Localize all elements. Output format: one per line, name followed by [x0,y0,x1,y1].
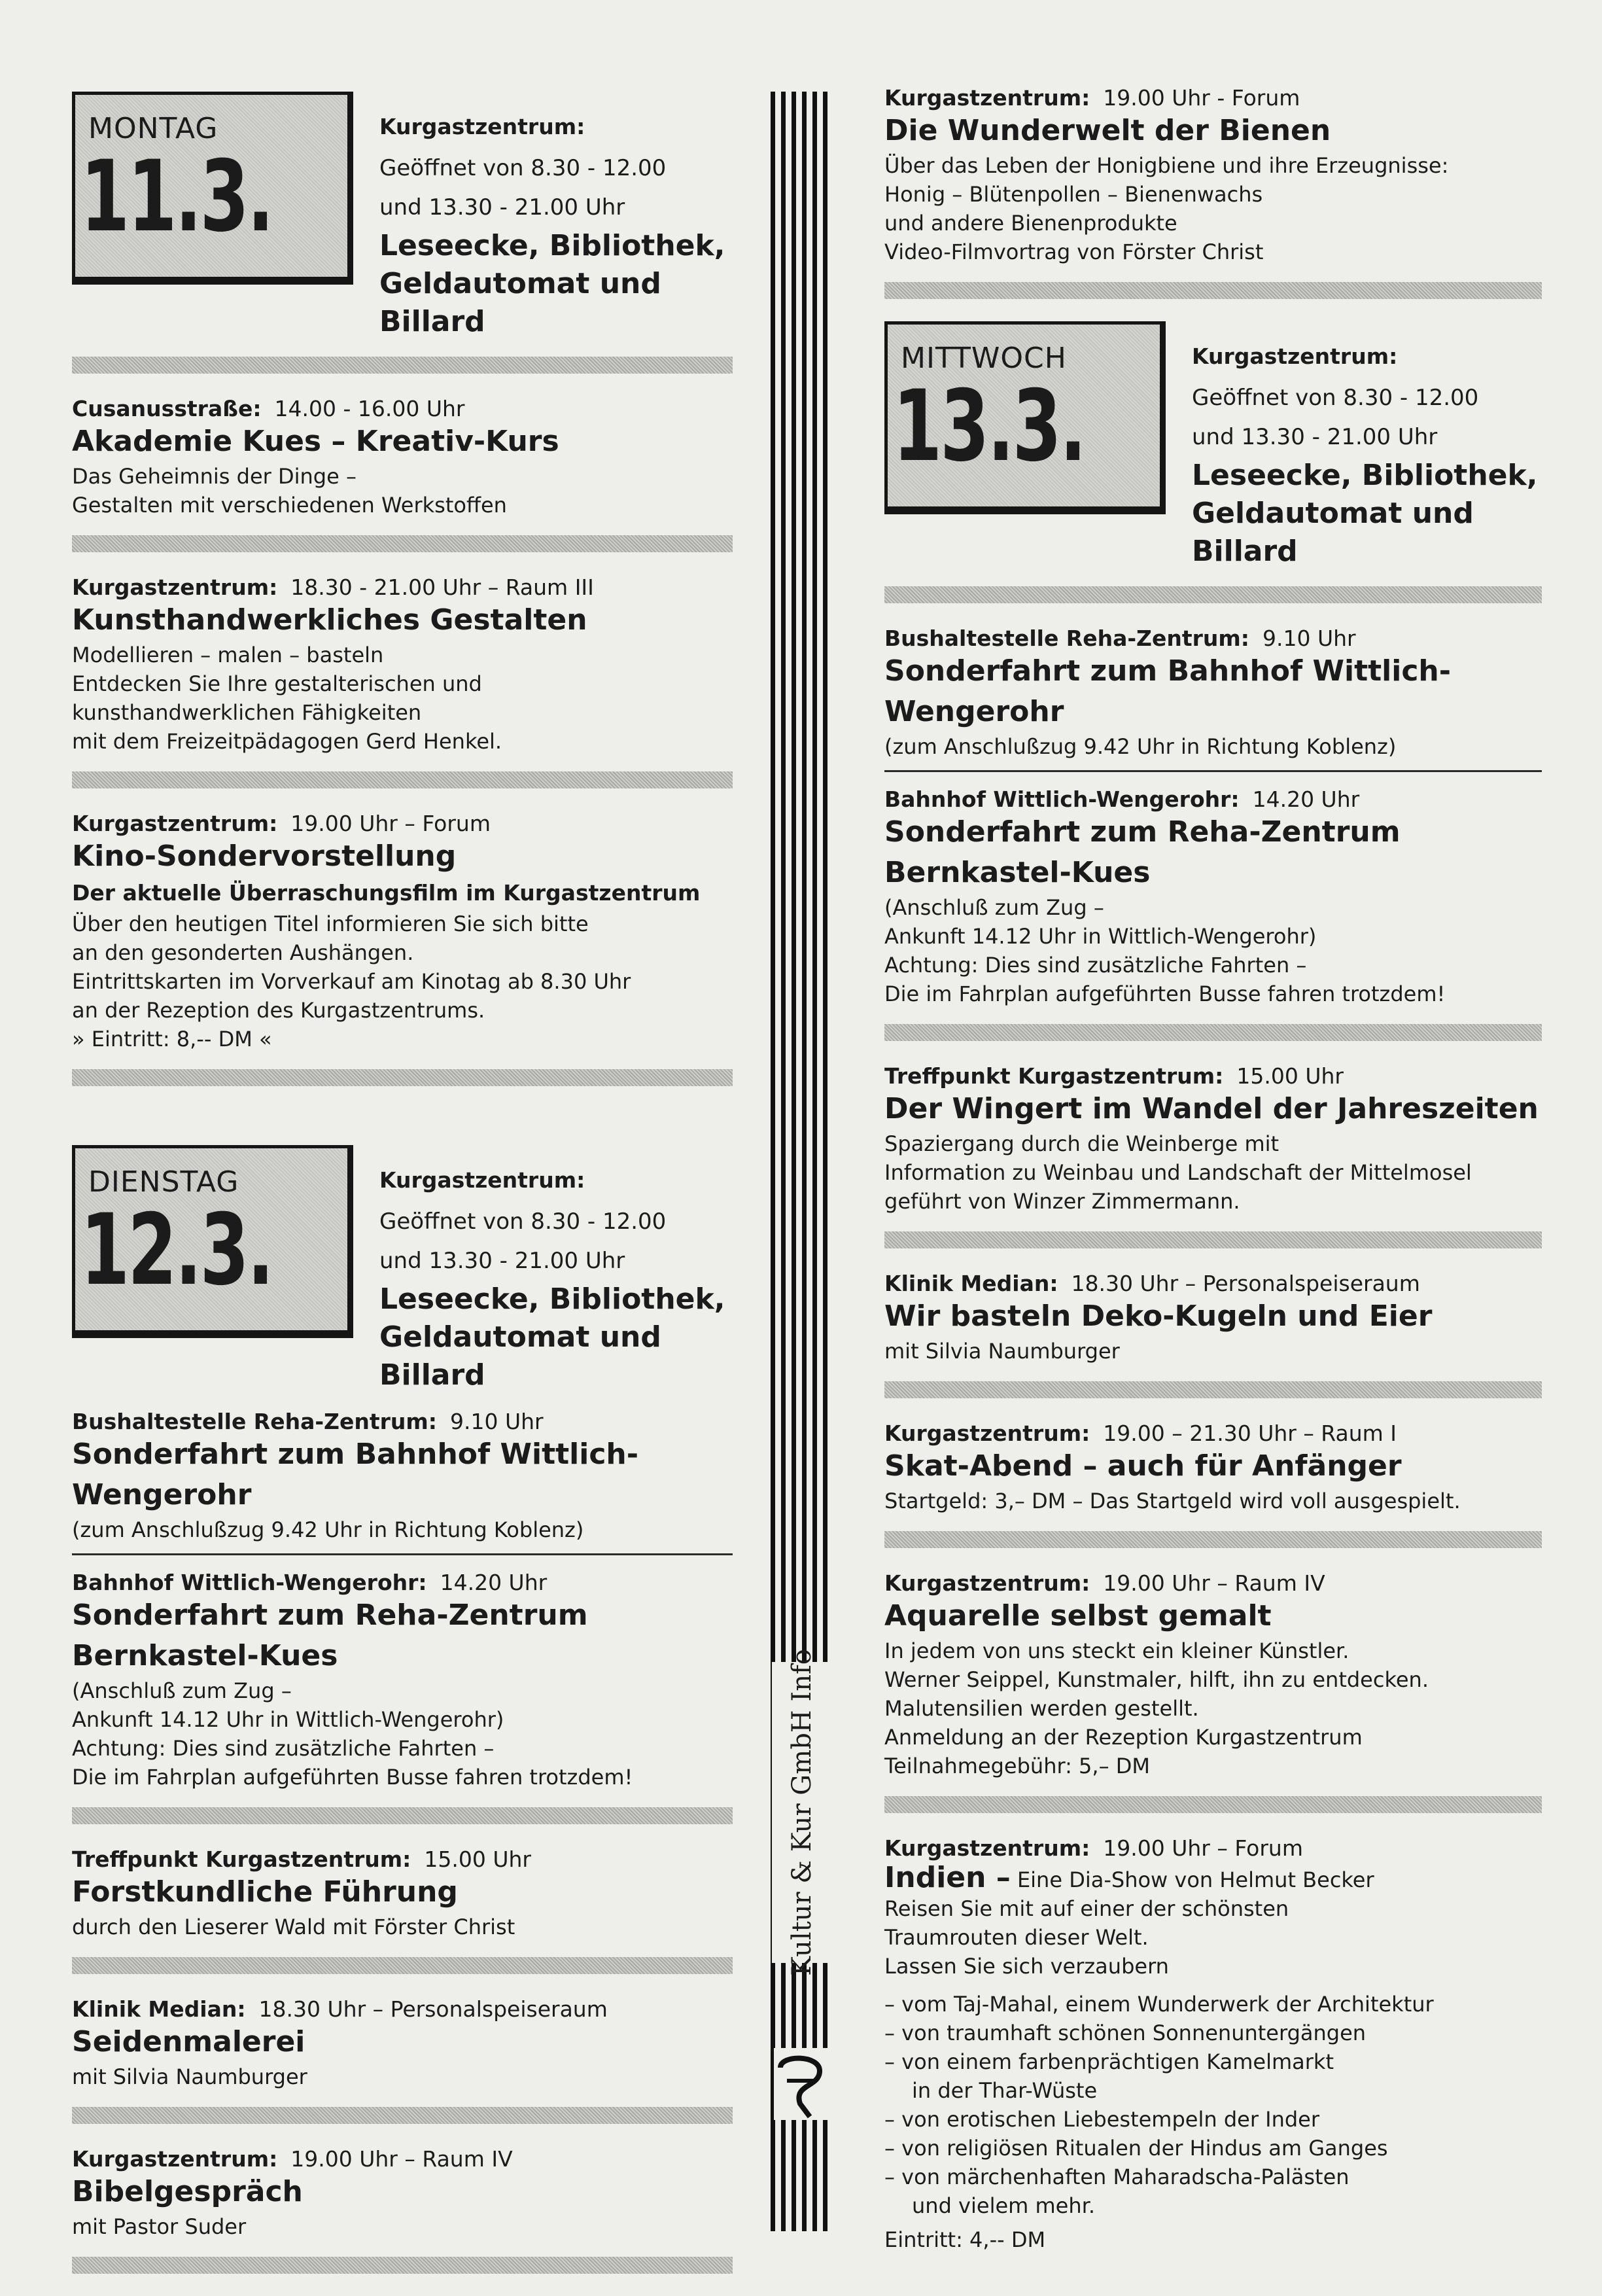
separator [884,1024,1542,1041]
divider-rule [884,770,1542,772]
publisher-label: Kultur & Kur GmbH Info [787,1649,817,1976]
event-time: 18.30 Uhr – Personalspeiseraum [1071,1271,1420,1296]
separator [72,1957,733,1974]
event-title: Forstkundliche Führung [72,1875,458,1909]
event-description: Startgeld: 3,– DM – Das Startgeld wird voll ausgespielt. [884,1489,1461,1513]
separator [72,2257,733,2274]
event [884,1063,1542,1216]
event [72,1570,733,1792]
facilities: Leseecke, Bibliothek, [379,229,725,262]
event-venue: Kurgastzentrum: 19.00 Uhr – Raum IV [884,1570,1325,1596]
event-description: mit Silvia Naumburger [884,1339,1120,1364]
event-time: 15.00 Uhr [424,1846,531,1872]
event [884,1421,1542,1515]
event-time: 14.20 Uhr [440,1570,548,1595]
separator [72,1069,733,1086]
date-box [884,321,1166,514]
event-description: Modellieren – malen – basteln Entdecken Sie Ihre gestalterischen und kunsthandwerklichen Fähigkeiten mit dem Freizeitpädagogen Gerd Henkel. [72,643,502,754]
event-venue: Bahnhof Wittlich-Wengerohr: 14.20 Uhr [72,1570,548,1595]
event-title-line [884,1861,1542,1894]
event-venue: Bushaltestelle Reha-Zentrum: 9.10 Uhr [72,1409,544,1434]
event-title: Wir basteln Deko-Kugeln und Eier [884,1299,1433,1333]
event-description: mit Pastor Suder [72,2214,247,2239]
event-title: Aquarelle selbst gemalt [884,1599,1272,1633]
event [72,811,733,1053]
event-description: Das Geheimnis der Dinge – Gestalten mit verschiedenen Werkstoffen [72,464,507,518]
list-item: – von einem farbenprächtigen Kamelmarkt in der Thar-Wüste [884,2049,1334,2103]
facilities: Leseecke, Bibliothek, [1192,459,1538,492]
event-time: 14.20 Uhr [1252,786,1360,812]
event-title: Seidenmalerei [72,2025,305,2058]
day-name: MONTAG [88,112,218,145]
day-opening-info [379,1145,733,1394]
event-venue: Kurgastzentrum: 19.00 Uhr - Forum [884,85,1300,111]
divider-rule [72,1553,733,1555]
left-column [72,92,733,2296]
separator [72,2107,733,2124]
separator [72,535,733,552]
event-title: Bibelgespräch [72,2175,303,2208]
event-title: Akademie Kues – Kreativ-Kurs [72,425,559,458]
event-description: In jedem von uns steckt ein kleiner Künstler. Werner Seippel, Kunstmaler, hilft, ihn zu entdecken. Malutensilien werden gestellt. Anmeldung an der Rezeption Kurgastzentrum Teilnahmegebühr: 5,– DM [884,1638,1429,1778]
list-item: – von märchenhaften Maharadscha-Palästen und vielem mehr. [884,2164,1350,2218]
event-description: Über den heutigen Titel informieren Sie sich bitte an den gesonderten Aushängen. Eintrittskarten im Vorverkauf am Kinotag ab 8.30 Uhr an der Rezeption des Kurgastzentrums. » Eintritt: 8,-- DM « [72,911,631,1051]
event [884,786,1542,1008]
event-venue: Kurgastzentrum: 19.00 Uhr – Forum [72,811,491,836]
event [884,85,1542,266]
list-item: – von traumhaft schönen Sonnenuntergängen [884,2021,1367,2045]
facilities: Geldautomat und Billard [379,1320,661,1392]
event [72,574,733,756]
opening-hours: und 13.30 - 21.00 Uhr [379,194,625,221]
separator [884,586,1542,603]
event-description: (zum Anschlußzug 9.42 Uhr in Richtung Koblenz) [884,734,1397,759]
opening-hours: Geöffnet von 8.30 - 12.00 [1192,385,1479,411]
facilities: Geldautomat und Billard [379,267,661,338]
event-time: 19.00 Uhr - Forum [1103,85,1300,111]
event-subtitle: Eine Dia-Show von Helmut Becker [1010,1867,1374,1892]
event-time: 18.30 - 21.00 Uhr – Raum III [290,574,594,600]
event-title: Sonderfahrt zum Bahnhof Wittlich-Wengerohr [884,654,1451,728]
opening-hours: Geöffnet von 8.30 - 12.00 [379,155,667,181]
event-title: Der Wingert im Wandel der Jahreszeiten [884,1092,1539,1125]
right-column [884,85,1542,2257]
event-title: Kunsthandwerkliches Gestalten [72,603,587,637]
admission-fee: Eintritt: 4,-- DM [884,2227,1046,2252]
day-opening-info [1192,321,1542,571]
event [72,2146,733,2241]
publisher-logo-icon [774,2048,830,2120]
event-time: 19.00 Uhr – Raum IV [1103,1570,1325,1596]
event-time: 19.00 Uhr – Raum IV [290,2146,513,2172]
divider-label [772,1649,832,1976]
event-time: 18.30 Uhr – Personalspeiseraum [258,1996,608,2022]
day-header-tuesday [72,1145,733,1394]
date-box [72,92,353,285]
event [884,1271,1542,1366]
separator [884,1531,1542,1548]
event-title: Sonderfahrt zum Bahnhof Wittlich-Wengerohr [72,1438,638,1511]
venue: Kurgastzentrum: [1192,344,1398,369]
event [72,1409,733,1544]
event-venue: Bahnhof Wittlich-Wengerohr: 14.20 Uhr [884,786,1360,812]
separator [884,1796,1542,1813]
separator [72,771,733,788]
day-opening-info [379,92,733,341]
day-header-wednesday [884,321,1542,571]
list-item: – von religiösen Ritualen der Hindus am Ganges [884,2136,1388,2161]
event-description: Spaziergang durch die Weinberge mit Information zu Weinbau und Landschaft der Mittelmosel geführt von Winzer Zimmermann. [884,1131,1472,1214]
event [884,1570,1542,1780]
event-description: (zum Anschlußzug 9.42 Uhr in Richtung Koblenz) [72,1517,584,1542]
event-venue: Cusanusstraße: 14.00 - 16.00 Uhr [72,396,465,421]
separator [72,1807,733,1824]
event-description: (Anschluß zum Zug – Ankunft 14.12 Uhr in Wittlich-Wengerohr) Achtung: Dies sind zusätzliche Fahrten – Die im Fahrplan aufgeführten Busse fahren trotzdem! [72,1678,633,1790]
event [884,626,1542,761]
day-date: 13.3. [893,370,1085,484]
facilities: Leseecke, Bibliothek, [379,1282,725,1316]
separator [884,1381,1542,1398]
event [72,396,733,520]
event-venue: Kurgastzentrum: 19.00 – 21.30 Uhr – Raum I [884,1421,1397,1446]
event-title: Skat-Abend – auch für Anfänger [884,1449,1402,1483]
event-title: Kino-Sondervorstellung [72,839,457,873]
event-title: Sonderfahrt zum Reha-Zentrum Bernkastel-Kues [72,1598,588,1672]
event-title: Sonderfahrt zum Reha-Zentrum Bernkastel-Kues [884,815,1401,889]
list-item: – von erotischen Liebestempeln der Inder [884,2107,1320,2132]
venue: Kurgastzentrum: [379,1167,585,1193]
opening-hours: Geöffnet von 8.30 - 12.00 [379,1209,667,1235]
event [72,1996,733,2091]
bullet-list [884,1990,1542,2220]
day-name: DIENSTAG [88,1165,239,1199]
event-subtitle: Der aktuelle Überraschungsfilm im Kurgastzentrum [72,880,701,906]
day-date: 11.3. [80,140,273,254]
event-time: 19.00 Uhr – Forum [290,811,491,836]
event-title: Die Wunderwelt der Bienen [884,114,1331,147]
event-description: durch den Lieserer Wald mit Förster Christ [72,1915,515,1939]
event-venue: Bushaltestelle Reha-Zentrum: 9.10 Uhr [884,626,1356,651]
opening-hours: und 13.30 - 21.00 Uhr [379,1248,625,1274]
day-date: 12.3. [80,1193,273,1307]
event-time: 19.00 Uhr – Forum [1103,1835,1303,1861]
event-indien [884,1835,1542,2254]
event [72,1846,733,1941]
event-time: 15.00 Uhr [1236,1063,1344,1089]
event-description: Reisen Sie mit auf einer der schönsten Traumrouten dieser Welt. Lassen Sie sich verzaubern [884,1896,1289,1979]
event-time: 14.00 - 16.00 Uhr [274,396,465,421]
day-header-monday [72,92,733,341]
event-description: mit Silvia Naumburger [72,2064,307,2089]
event-venue: Klinik Median: 18.30 Uhr – Personalspeiseraum [72,1996,608,2022]
event-description: Über das Leben der Honigbiene und ihre Erzeugnisse: Honig – Blütenpollen – Bienenwachs und andere Bienenprodukte Video-Filmvortrag von Förster Christ [884,153,1449,264]
event-venue: Treffpunkt Kurgastzentrum: 15.00 Uhr [72,1846,531,1872]
facilities: Geldautomat und Billard [1192,497,1474,568]
separator [884,282,1542,299]
opening-hours: und 13.30 - 21.00 Uhr [1192,424,1438,450]
date-box [72,1145,353,1338]
venue: Kurgastzentrum: [379,114,585,139]
separator [884,1231,1542,1248]
day-name: MITTWOCH [901,342,1067,375]
event-title: Indien – [884,1861,1011,1894]
event-time: 9.10 Uhr [450,1409,544,1434]
event-time: 19.00 – 21.30 Uhr – Raum I [1103,1421,1397,1446]
event-venue: Klinik Median: 18.30 Uhr – Personalspeiseraum [884,1271,1420,1296]
event-time: 9.10 Uhr [1262,626,1356,651]
event-venue: Kurgastzentrum: 19.00 Uhr – Forum [884,1835,1303,1861]
separator [72,357,733,374]
event-venue: Treffpunkt Kurgastzentrum: 15.00 Uhr [884,1063,1344,1089]
list-item: – vom Taj-Mahal, einem Wunderwerk der Architektur [884,1992,1434,2017]
event-venue: Kurgastzentrum: 18.30 - 21.00 Uhr – Raum III [72,574,594,600]
event-description: (Anschluß zum Zug – Ankunft 14.12 Uhr in Wittlich-Wengerohr) Achtung: Dies sind zusätzliche Fahrten – Die im Fahrplan aufgeführten Busse fahren trotzdem! [884,895,1446,1006]
event-venue: Kurgastzentrum: 19.00 Uhr – Raum IV [72,2146,513,2172]
